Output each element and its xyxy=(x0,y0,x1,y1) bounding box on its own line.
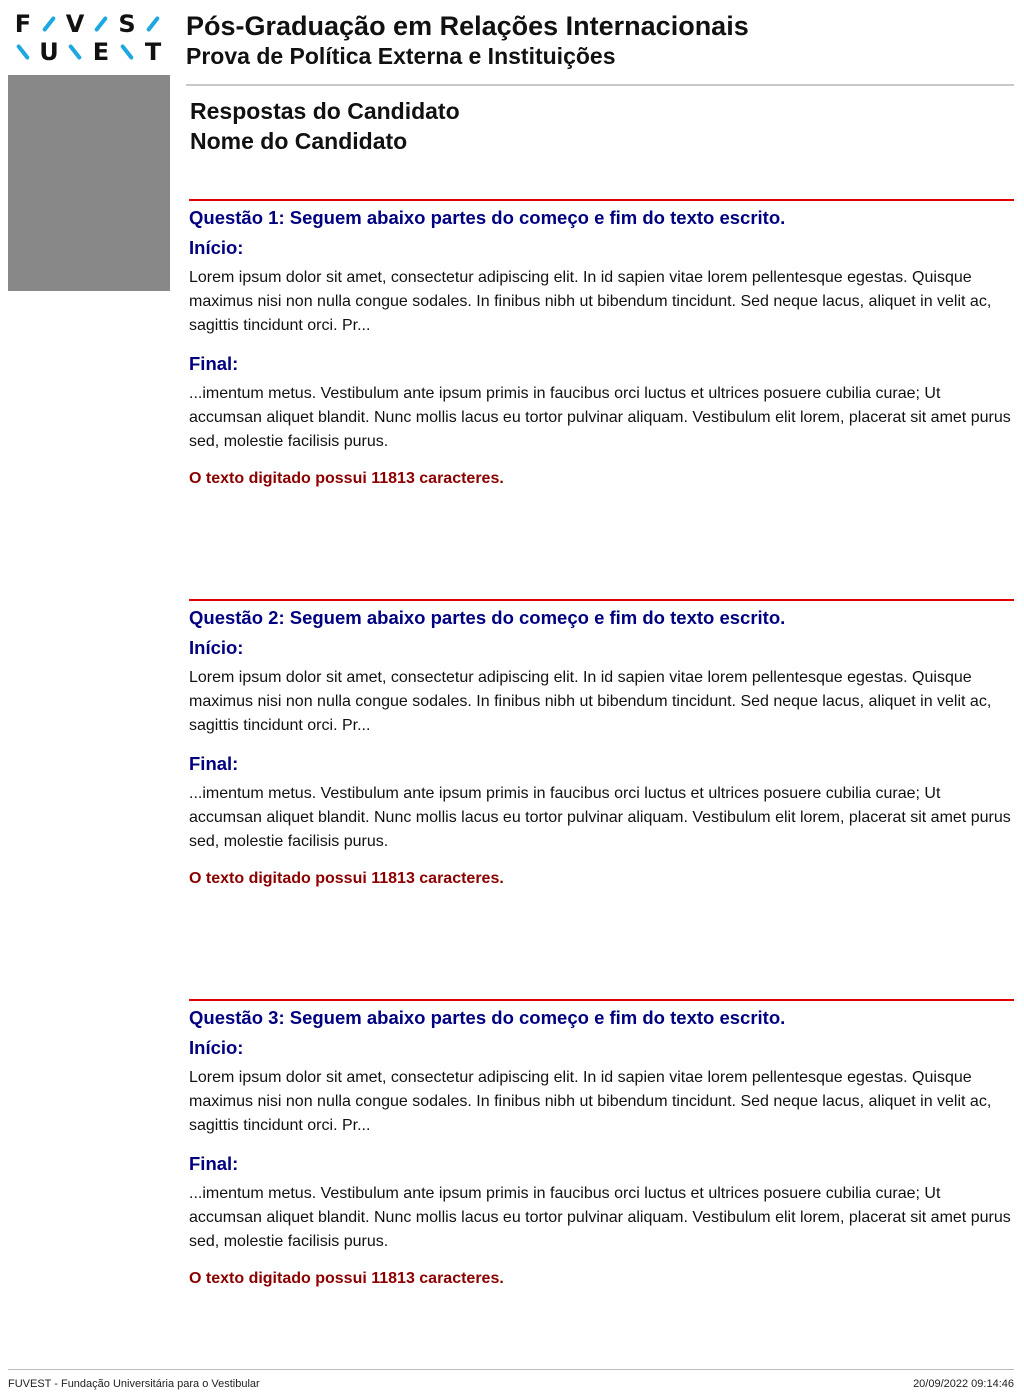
question-block xyxy=(189,199,1014,490)
logo-slash-mark xyxy=(36,12,62,36)
logo-letter-t: T xyxy=(144,38,162,66)
page-header xyxy=(186,10,1016,70)
end-text: ...imentum metus. Vestibulum ante ipsum primis in faucibus orci luctus et ultrices posuere cubilia curae; Ut accumsan aliquet blandit. Nunc mollis lacus eu tortor pulvinar aliquam. Vestibulum elit lorem, placerat sit amet purus sed, molestie facilisis purus. xyxy=(189,785,1011,850)
header-divider xyxy=(186,84,1014,86)
logo-letter-f: F xyxy=(14,10,32,38)
logo-row-bottom xyxy=(10,38,170,66)
character-count: O texto digitado possui 11813 caracteres. xyxy=(189,470,504,487)
start-text: Lorem ipsum dolor sit amet, consectetur adipiscing elit. In id sapien vitae lorem pellentesque egestas. Quisque maximus nisi non nulla congue sodales. In finibus nibh ut bibendum tincidunt. Sed neque lacus, aliquet in velit ac, sagittis tincidunt orci. Pr... xyxy=(189,669,992,734)
footer-timestamp: 20/09/2022 09:14:46 xyxy=(913,1378,1014,1390)
question-block xyxy=(189,999,1014,1290)
logo-slash-mark xyxy=(140,12,166,36)
footer-divider xyxy=(8,1369,1014,1370)
character-count: O texto digitado possui 11813 caracteres. xyxy=(189,870,504,887)
logo-slash-mark xyxy=(10,40,36,64)
question-title: Questão 2: Seguem abaixo partes do começo e fim do texto escrito. xyxy=(189,607,786,628)
end-label: Final: xyxy=(189,1153,239,1174)
start-label: Início: xyxy=(189,1037,244,1058)
question-title: Questão 1: Seguem abaixo partes do começo e fim do texto escrito. xyxy=(189,207,786,228)
logo-letter-v: V xyxy=(65,10,85,38)
logo-letter-s: S xyxy=(118,10,136,38)
end-label: Final: xyxy=(189,753,239,774)
start-text: Lorem ipsum dolor sit amet, consectetur adipiscing elit. In id sapien vitae lorem pellentesque egestas. Quisque maximus nisi non nulla congue sodales. In finibus nibh ut bibendum tincidunt. Sed neque lacus, aliquet in velit ac, sagittis tincidunt orci. Pr... xyxy=(189,269,992,334)
logo-slash-mark xyxy=(88,12,114,36)
question-divider xyxy=(189,199,1014,201)
end-text: ...imentum metus. Vestibulum ante ipsum primis in faucibus orci luctus et ultrices posuere cubilia curae; Ut accumsan aliquet blandit. Nunc mollis lacus eu tortor pulvinar aliquam. Vestibulum elit lorem, placerat sit amet purus sed, molestie facilisis purus. xyxy=(189,385,1011,450)
candidate-name: Nome do Candidato xyxy=(190,128,408,154)
logo-slash-mark xyxy=(114,40,140,64)
question-divider xyxy=(189,999,1014,1001)
logo-slash-mark xyxy=(62,40,88,64)
end-label: Final: xyxy=(189,353,239,374)
page-subtitle: Prova de Política Externa e Instituições xyxy=(186,43,616,69)
question-divider xyxy=(189,599,1014,601)
question-title: Questão 3: Seguem abaixo partes do começo e fim do texto escrito. xyxy=(189,1007,786,1028)
logo-letter-e: E xyxy=(92,38,110,66)
character-count: O texto digitado possui 11813 caracteres. xyxy=(189,1270,504,1287)
start-label: Início: xyxy=(189,637,244,658)
answers-heading: Respostas do Candidato xyxy=(190,98,460,124)
logo-letter-u: U xyxy=(39,38,59,66)
candidate-heading xyxy=(190,96,460,156)
fuvest-logo xyxy=(10,10,170,70)
start-text: Lorem ipsum dolor sit amet, consectetur adipiscing elit. In id sapien vitae lorem pellentesque egestas. Quisque maximus nisi non nulla congue sodales. In finibus nibh ut bibendum tincidunt. Sed neque lacus, aliquet in velit ac, sagittis tincidunt orci. Pr... xyxy=(189,1069,992,1134)
question-block xyxy=(189,599,1014,890)
end-text: ...imentum metus. Vestibulum ante ipsum primis in faucibus orci luctus et ultrices posuere cubilia curae; Ut accumsan aliquet blandit. Nunc mollis lacus eu tortor pulvinar aliquam. Vestibulum elit lorem, placerat sit amet purus sed, molestie facilisis purus. xyxy=(189,1185,1011,1250)
footer-institution: FUVEST - Fundação Universitária para o Vestibular xyxy=(8,1378,260,1390)
logo-row-top xyxy=(10,10,170,38)
candidate-photo xyxy=(8,75,170,291)
page-title: Pós-Graduação em Relações Internacionais xyxy=(186,11,749,41)
start-label: Início: xyxy=(189,237,244,258)
